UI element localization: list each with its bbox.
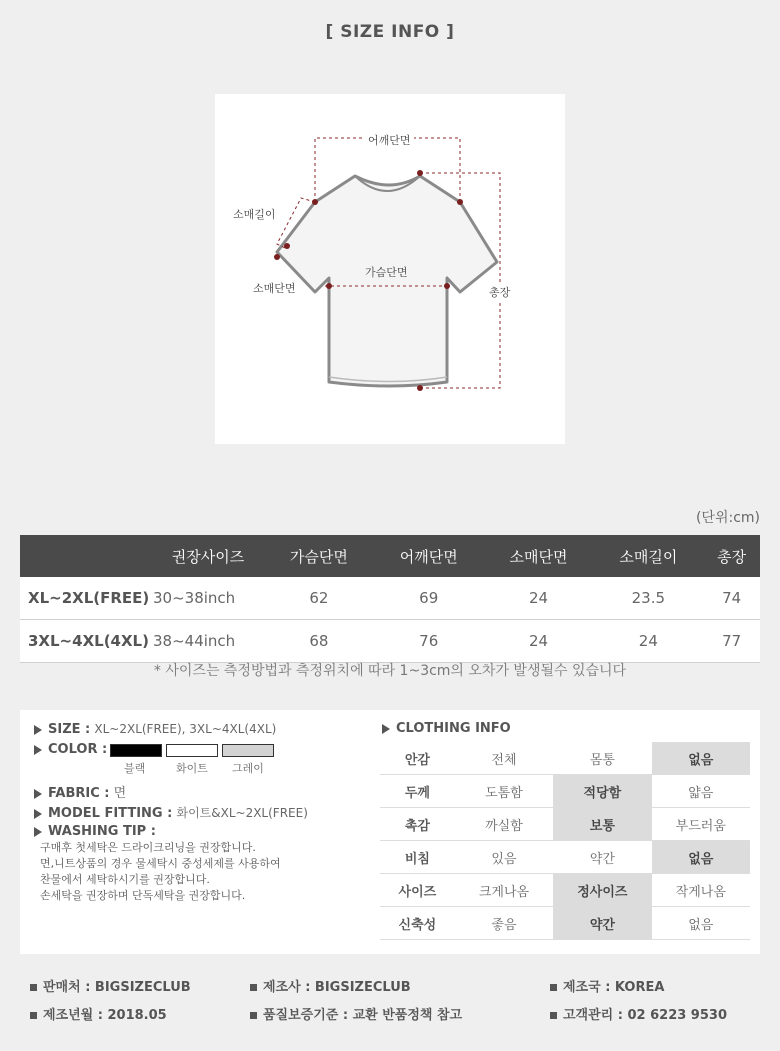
color-swatches [110,740,278,759]
washing-line: 손세탁을 권장하며 단독세탁을 권장합니다. [40,889,246,902]
footer-maker [250,976,411,995]
arrow-right-icon [34,725,42,735]
clothing-info-title [382,721,511,736]
clothing-info-row [380,742,750,775]
arrow-right-icon [34,827,42,837]
table-cell: 24 [593,620,703,663]
footer-seller-text: 판매처 : BIGSIZECLUB [43,980,191,995]
clothing-info-label: 비침 [380,841,455,874]
header-cell: 가슴단면 [264,535,374,577]
arrow-right-icon [34,745,42,755]
spec-fabric [34,782,126,801]
label-chest: 가슴단면 [365,266,408,279]
footer-seller [30,976,191,995]
washing-line: 면,니트상품의 경우 물세탁시 중성세제를 사용하여 [40,857,281,870]
page-title: [ SIZE INFO ] [325,22,455,42]
spec-fabric-label: FABRIC : [48,786,110,801]
table-cell: 24 [484,620,594,663]
label-sleeve-width: 소매단면 [253,282,296,295]
washing-tips [40,840,281,904]
square-bullet-icon [550,1012,557,1019]
clothing-info-option: 있음 [455,841,553,874]
swatch-black [110,744,162,757]
spec-fabric-value: 면 [113,786,127,801]
header-cell [20,535,152,577]
footer-service [550,1004,727,1023]
clothing-info-label: 사이즈 [380,874,455,907]
clothing-info-label: 안감 [380,742,455,775]
table-cell: 76 [374,620,484,663]
table-cell: 38~44inch [152,620,264,663]
clothing-info-option: 크게나옴 [455,874,553,907]
clothing-info-option: 까실함 [455,808,553,841]
table-cell: 24 [484,577,594,620]
clothing-info-option: 부드러움 [652,808,750,841]
table-cell: 68 [264,620,374,663]
clothing-info-option: 도톰함 [455,775,553,808]
swatch-label-white: 화이트 [176,762,208,775]
spec-color [34,742,107,757]
clothing-info-option: 좋음 [455,907,553,940]
clothing-info-option: 몸통 [553,742,651,775]
footer-country [550,976,664,995]
clothing-info-row [380,874,750,907]
arrow-right-icon [34,809,42,819]
spec-model-value: 화이트&XL~2XL(FREE) [176,806,308,820]
header-cell: 소매길이 [593,535,703,577]
table-cell: XL~2XL(FREE) [20,577,152,620]
size-table [20,535,760,663]
spec-size-value: XL~2XL(FREE), 3XL~4XL(4XL) [94,722,277,736]
footer-service-text: 고객관리 : 02 6223 9530 [563,1008,727,1023]
square-bullet-icon [30,1012,37,1019]
swatch-white [166,744,218,757]
clothing-info-row [380,841,750,874]
clothing-info-table [380,742,750,940]
washing-line: 찬물에서 세탁하시기를 권장합니다. [40,873,210,886]
table-row [20,577,760,620]
clothing-info-label: 촉감 [380,808,455,841]
spec-size [34,722,276,737]
clothing-info-option: 정사이즈 [553,874,651,907]
square-bullet-icon [250,1012,257,1019]
spec-color-label: COLOR : [48,742,108,757]
square-bullet-icon [550,984,557,991]
table-cell: 3XL~4XL(4XL) [20,620,152,663]
table-row [20,620,760,663]
footer-maker-text: 제조사 : BIGSIZECLUB [263,980,411,995]
swatch-gray [222,744,274,757]
header-cell: 소매단면 [484,535,594,577]
clothing-info-row [380,775,750,808]
square-bullet-icon [250,984,257,991]
clothing-info-row [380,907,750,940]
label-total-length: 총장 [489,286,511,299]
swatch-label-black: 블랙 [124,762,146,775]
clothing-info-label: 신축성 [380,907,455,940]
footer-date [30,1004,167,1023]
spec-washing-label: WASHING TIP : [48,824,156,839]
clothing-info-option: 전체 [455,742,553,775]
measurement-note: * 사이즈는 측정방법과 측정위치에 따라 1~3cm의 오차가 발생될수 있습니다 [153,663,627,679]
table-cell: 30~38inch [152,577,264,620]
arrow-right-icon [34,789,42,799]
table-cell: 69 [374,577,484,620]
header-cell: 어깨단면 [374,535,484,577]
clothing-info-label: 두께 [380,775,455,808]
clothing-info-option: 작게나옴 [652,874,750,907]
table-cell: 77 [703,620,760,663]
footer-warranty [250,1004,462,1023]
table-cell: 62 [264,577,374,620]
clothing-info-option: 적당함 [553,775,651,808]
size-table-header [20,535,760,577]
header-cell: 총장 [703,535,760,577]
table-cell: 74 [703,577,760,620]
clothing-info-option: 보통 [553,808,651,841]
clothing-info-option: 약간 [553,841,651,874]
footer-warranty-text: 품질보증기준 : 교환 반품정책 참고 [263,1008,463,1023]
clothing-info-option: 없음 [652,841,750,874]
washing-line: 구매후 첫세탁은 드라이크리닝을 권장합니다. [40,841,256,854]
footer-date-text: 제조년월 : 2018.05 [43,1008,167,1023]
clothing-info-title-text: CLOTHING INFO [396,721,511,736]
unit-label: (단위:cm) [695,510,760,526]
spec-model-label: MODEL FITTING : [48,806,173,821]
label-shoulder: 어깨단면 [365,132,414,148]
spec-size-label: SIZE : [48,722,91,737]
label-sleeve-length: 소매길이 [233,208,276,221]
spec-model [34,804,308,821]
swatch-label-gray: 그레이 [232,762,264,775]
clothing-info-option: 약간 [553,907,651,940]
spec-washing [34,824,156,839]
square-bullet-icon [30,984,37,991]
table-cell: 23.5 [593,577,703,620]
clothing-info-row [380,808,750,841]
footer-country-text: 제조국 : KOREA [563,980,665,995]
header-cell: 권장사이즈 [152,535,264,577]
clothing-info-option: 얇음 [652,775,750,808]
arrow-right-icon [382,724,390,734]
size-diagram [215,94,565,444]
clothing-info-option: 없음 [652,907,750,940]
clothing-info-option: 없음 [652,742,750,775]
